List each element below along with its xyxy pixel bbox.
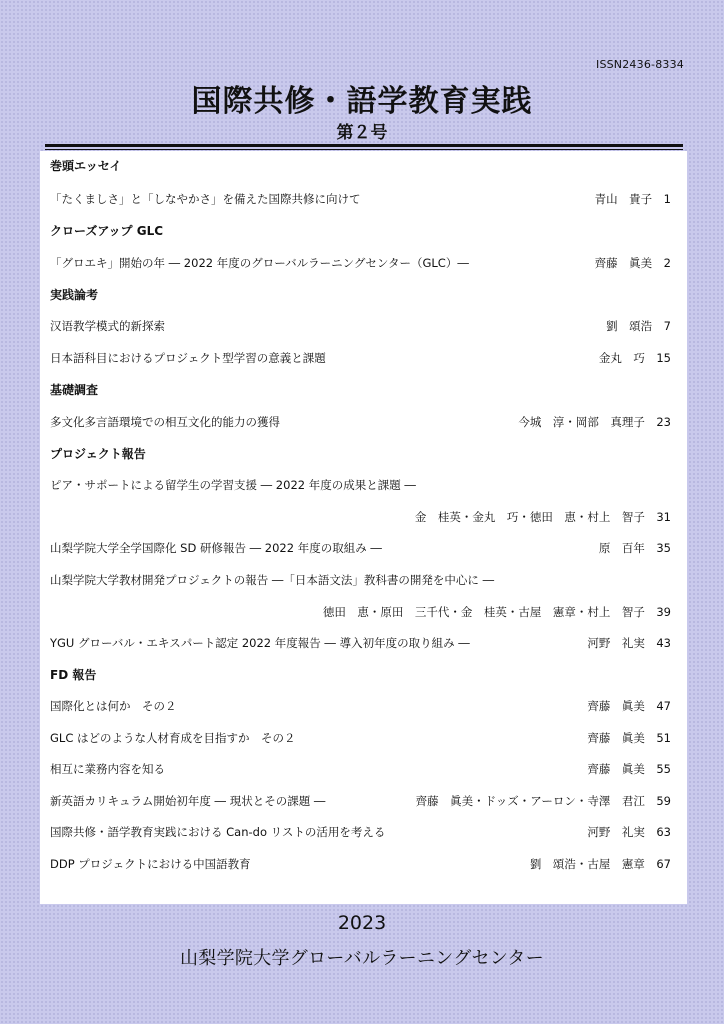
section-heading-practice: 実践論考 [50, 288, 99, 302]
entry-page: 1 [663, 192, 671, 206]
section-heading-fd: FD 報告 [50, 668, 97, 682]
entry-author-page [518, 412, 671, 432]
entry-title: ピア・サポートによる留学生の学習支援 ― 2022 年度の成果と課題 ― [50, 478, 416, 492]
entry-title: 国際共修・語学教育実践における Can-do リストの活用を考える [50, 825, 386, 839]
entry-author: 河野 礼実 [587, 825, 645, 839]
entry-title: 「たくましさ」と「しなやかさ」を備えた国際共修に向けて [50, 192, 361, 206]
entry-author: 齊藤 眞美 [587, 731, 645, 745]
entry-page: 51 [656, 731, 671, 745]
entry-title: 新英語カリキュラム開始初年度 ― 現状とその課題 ― [50, 794, 326, 808]
issue-number: 第２号 [336, 123, 388, 143]
entry-author-page [595, 189, 671, 209]
entry-title: GLC はどのような人材育成を目指すか その２ [50, 731, 296, 745]
entry-author: 青山 貴子 [594, 192, 653, 206]
entry-author: 金 桂英・金丸 巧・徳田 恵・村上 智子 [414, 510, 645, 524]
entry-author-page [606, 316, 671, 336]
toc-entry [50, 633, 671, 653]
entry-author-page [587, 696, 671, 716]
toc-entry [50, 570, 671, 590]
entry-page: 59 [656, 794, 671, 808]
toc-entry [50, 728, 671, 748]
entry-author: 今城 淳・岡部 真理子 [518, 415, 645, 429]
entry-author-page [530, 854, 671, 874]
entry-author: 原 百年 [598, 541, 645, 555]
entry-author-page [587, 759, 671, 779]
title-rule-thin [45, 149, 683, 150]
entry-author-page [587, 728, 671, 748]
toc-entry [50, 759, 671, 779]
entry-title: 日本語科目におけるプロジェクト型学習の意義と課題 [50, 351, 326, 365]
table-of-contents [40, 151, 687, 904]
entry-author: 金丸 巧 [598, 351, 645, 365]
entry-page: 7 [663, 319, 671, 333]
section-heading-survey: 基礎調査 [50, 383, 99, 397]
entry-title: YGU グローバル・エキスパート認定 2022 年度報告 ― 導入初年度の取り組み ― [50, 636, 470, 650]
entry-author-page [323, 602, 671, 622]
title-rule-thick [45, 144, 683, 147]
journal-title: 国際共修・語学教育実践 [191, 84, 533, 119]
toc-entry [50, 696, 671, 716]
entry-page: 35 [656, 541, 671, 555]
entry-author-page [595, 253, 671, 273]
toc-entry [50, 412, 671, 432]
section-heading-essay: 巻頭エッセイ [50, 159, 122, 173]
entry-author: 劉 頌浩 [606, 319, 653, 333]
toc-entry [50, 253, 671, 273]
entry-title: 国際化とは何か その２ [50, 699, 177, 713]
entry-author: 齊藤 眞美 [587, 699, 645, 713]
entry-author: 齊藤 眞美 [587, 762, 645, 776]
toc-entry [50, 189, 671, 209]
entry-title: 山梨学院大学全学国際化 SD 研修報告 ― 2022 年度の取組み ― [50, 541, 382, 555]
entry-author-page [599, 348, 671, 368]
toc-entry [50, 822, 671, 842]
entry-title: DDP プロジェクトにおける中国語教育 [50, 857, 251, 871]
entry-page: 67 [656, 857, 671, 871]
entry-title: 多文化多言語環境での相互文化的能力の獲得 [50, 415, 280, 429]
entry-page: 47 [656, 699, 671, 713]
section-heading-project: プロジェクト報告 [50, 447, 146, 461]
section-heading-closeup: クローズアップ GLC [50, 224, 164, 238]
entry-author: 劉 頌浩・古屋 憲章 [529, 857, 645, 871]
entry-page: 15 [656, 351, 671, 365]
entry-page: 23 [656, 415, 671, 429]
entry-page: 63 [656, 825, 671, 839]
entry-author-page [416, 791, 671, 811]
entry-page: 55 [656, 762, 671, 776]
toc-entry-continued [50, 602, 671, 622]
toc-entry [50, 791, 671, 811]
entry-title: 汉语教学模式的新探索 [50, 319, 165, 333]
entry-page: 43 [656, 636, 671, 650]
entry-author: 徳田 恵・原田 三千代・金 桂英・古屋 憲章・村上 智子 [322, 605, 645, 619]
entry-author: 齊藤 眞美 [594, 256, 653, 270]
entry-author: 齊藤 眞美・ドッズ・アーロン・寺澤 君江 [415, 794, 645, 808]
publication-year: 2023 [337, 912, 387, 934]
entry-title: 相互に業務内容を知る [50, 762, 165, 776]
entry-author: 河野 礼実 [587, 636, 645, 650]
issn: ISSN2436-8334 [596, 58, 684, 71]
toc-entry [50, 475, 671, 495]
entry-author-page [587, 822, 671, 842]
toc-entry [50, 348, 671, 368]
toc-entry [50, 538, 671, 558]
entry-author-page [599, 538, 671, 558]
entry-author-page [415, 507, 671, 527]
entry-page: 39 [656, 605, 671, 619]
entry-author-page [587, 633, 671, 653]
entry-page: 31 [656, 510, 671, 524]
publisher-name: 山梨学院大学グローバルラーニングセンター [179, 948, 545, 969]
entry-title: 山梨学院大学教材開発プロジェクトの報告 ―「日本語文法」教科書の開発を中心に ― [50, 573, 495, 587]
toc-entry [50, 316, 671, 336]
entry-title: 「グロエキ」開始の年 ― 2022 年度のグローバルラーニングセンター（GLC）― [50, 256, 469, 270]
toc-entry [50, 854, 671, 874]
entry-page: 2 [663, 256, 671, 270]
toc-entry-continued [50, 507, 671, 527]
